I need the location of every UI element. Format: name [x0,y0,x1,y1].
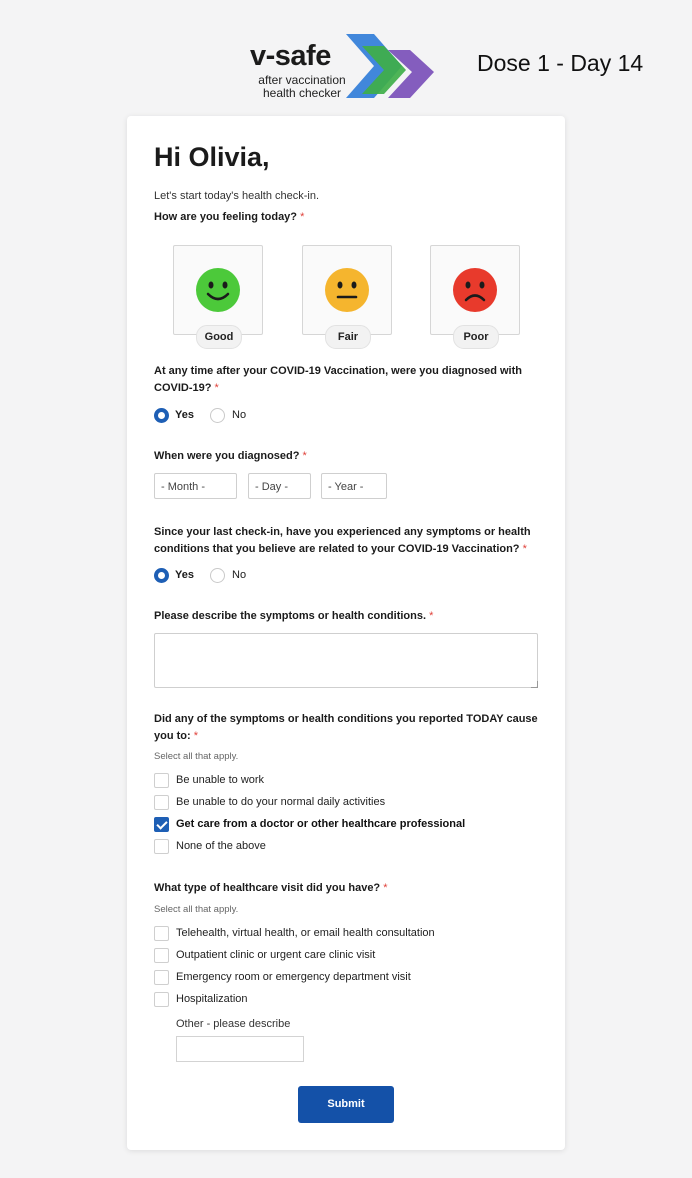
mood-option-fair[interactable] [302,245,392,343]
checkbox[interactable] [154,773,169,788]
checkbox-hospitalization[interactable] [154,992,534,1010]
checkbox-checked[interactable] [154,817,169,832]
radio-no[interactable] [210,568,225,583]
feeling-question: How are you feeling today? * [154,211,305,223]
required-marker: * [522,543,527,555]
symptoms-description-textarea[interactable] [154,633,538,688]
greeting-heading: Hi Olivia, [154,142,270,172]
chevrons-logo-icon [340,32,436,102]
radio-no[interactable] [210,408,225,423]
checkbox-emergency-room[interactable] [154,970,534,988]
radio-yes[interactable] [154,568,169,583]
checkbox[interactable] [154,992,169,1007]
checkbox[interactable] [154,948,169,963]
impact-question: Did any of the symptoms or health conditions you reported TODAY cause you to: * [154,713,538,742]
resize-grip-icon[interactable] [530,680,538,688]
required-marker: * [193,730,199,742]
checkbox-unable-daily-activities[interactable] [154,795,534,813]
checkbox-label: Emergency room or emergency department visit [176,971,411,983]
logo-tagline: after vaccination health checker [258,73,346,100]
visit-question: What type of healthcare visit did you have? * [154,882,388,894]
mood-label-fair: Fair [325,325,371,349]
checkbox[interactable] [154,970,169,985]
checkbox-label: Hospitalization [176,993,248,1005]
mood-label-good: Good [196,325,242,349]
submit-button[interactable]: Submit [298,1086,394,1123]
page-header [0,0,692,110]
mood-option-poor[interactable] [430,245,520,343]
checkbox-none-of-above[interactable] [154,839,534,857]
checkbox[interactable] [154,795,169,810]
intro-text: Let's start today's health check-in. [154,190,320,202]
describe-question: Please describe the symptoms or health conditions. * [154,610,434,622]
radio-yes-label[interactable]: Yes [175,409,194,421]
frowning-face-icon [452,267,498,313]
symptoms-radio-group [154,568,274,586]
checkbox-label: Telehealth, virtual health, or email health consultation [176,927,435,939]
radio-yes[interactable] [154,408,169,423]
health-checkin-form [127,116,565,1150]
checkbox-unable-to-work[interactable] [154,773,534,791]
checkbox-label: Get care from a doctor or other healthcare professional [176,818,466,830]
required-marker: * [300,211,305,223]
required-marker: * [429,610,434,622]
symptoms-question: Since your last check-in, have you experienced any symptoms or health conditions that you believe are related to your COVID-19 Vaccination? * [154,526,531,555]
covid-diagnosed-question: At any time after your COVID-19 Vaccination, were you diagnosed with COVID-19? * [154,365,522,394]
radio-no-label[interactable]: No [232,409,247,421]
checkbox-label: None of the above [176,840,266,852]
checkbox-label: Outpatient clinic or urgent care clinic visit [176,949,376,961]
required-marker: * [214,382,219,394]
checkbox-label: Be unable to work [176,774,265,786]
logo-wordmark: v-safe [250,40,331,72]
v-safe-logo [248,30,438,102]
covid-diagnosed-radio-group [154,408,274,426]
checkbox-label: Be unable to do your normal daily activities [176,796,386,808]
dose-day-label: Dose 1 - Day 14 [477,50,644,76]
checkbox[interactable] [154,926,169,941]
required-marker: * [383,882,388,894]
checkbox[interactable] [154,839,169,854]
year-select[interactable]: - Year - [321,473,387,499]
other-describe-input[interactable] [176,1036,304,1062]
month-select[interactable]: - Month - [154,473,237,499]
other-describe-label: Other - please describe [176,1018,291,1030]
checkbox-telehealth[interactable] [154,926,534,944]
radio-yes-label[interactable]: Yes [175,569,194,581]
required-marker: * [302,450,307,462]
diagnosed-date-question: When were you diagnosed? * [154,450,307,462]
checkbox-outpatient[interactable] [154,948,534,966]
neutral-face-icon [324,267,370,313]
radio-no-label[interactable]: No [232,569,247,581]
impact-hint: Select all that apply. [154,751,239,762]
checkbox-got-care[interactable] [154,817,534,835]
smiling-face-icon [195,267,241,313]
visit-hint: Select all that apply. [154,904,239,915]
day-select[interactable]: - Day - [248,473,311,499]
mood-label-poor: Poor [453,325,499,349]
mood-option-good[interactable] [173,245,263,343]
